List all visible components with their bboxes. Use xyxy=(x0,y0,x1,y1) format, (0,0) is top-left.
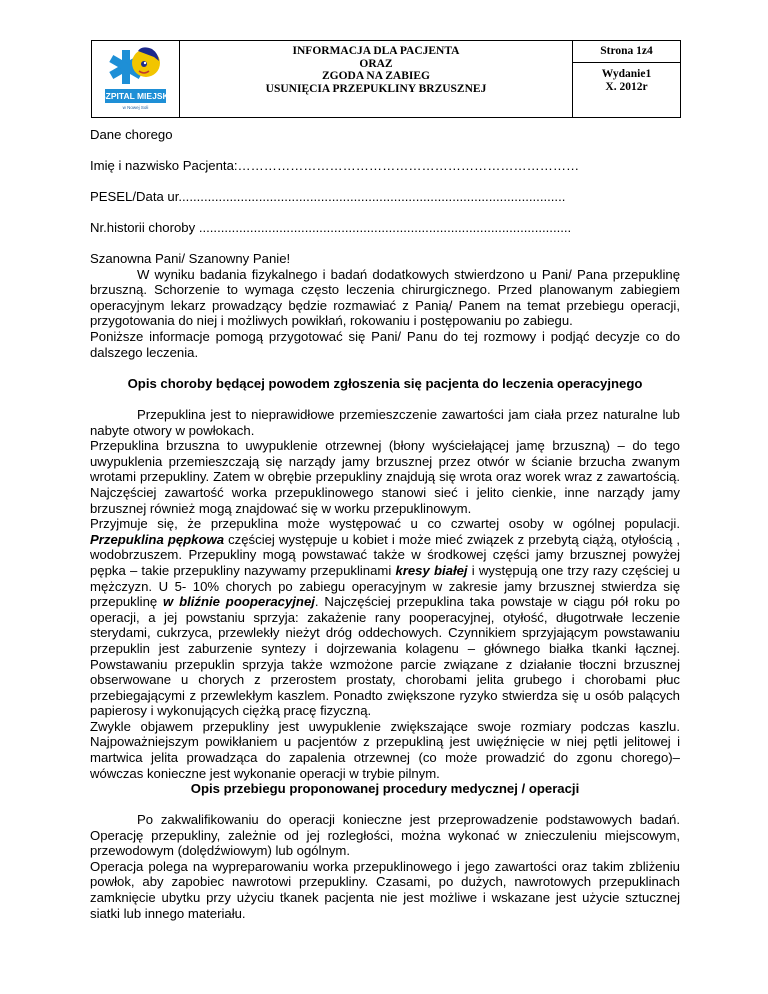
text-run: i występują one trzy razy częściej u mężczyzn. U 5- 10% chorych po zabiegu operacyjnym w zakresie jamy brzusznej stwierdza się przepuklinę xyxy=(90,562,681,610)
document-title xyxy=(180,41,573,118)
greeting: Szanowna Pani/ Szanowny Panie! xyxy=(90,251,291,266)
medical-history-field: Nr.historii choroby ...................................................................................................... xyxy=(90,220,572,235)
intro-paragraph-2: Poniższe informacje pomogą przygotować się Pani/ Panu do tej rozmowy i podjąć decyzje co do dalszego leczenia. xyxy=(90,328,680,360)
intro-section xyxy=(90,251,680,360)
emphasis-incisional-hernia: w bliźnie pooperacyjnej xyxy=(163,594,315,610)
section-1-paragraph-2: Przepuklina brzuszna to uwypuklenie otrzewnej (błony wyściełającej jamę brzuszną) – do tego uwypuklenia przemieszczają się narządy jamy brzusznej przez otwór w ścianie brzucha zwanym wrotami przepukliny. Zatem w obrębie przepukliny znajdują się wrota oraz worek wraz z zawartością. Najczęściej zawartość worka przepuklinowego stanowi sieć i jelito cienkie, inne narządy jamy brzusznej również mogą znajdować się w worku przepuklinowym. xyxy=(90,438,680,516)
title-line-4: USUNIĘCIA PRZEPUKLINY BRZUSZNEJ xyxy=(265,82,487,95)
text-run: Przyjmuje się, że przepuklina może występować u co czwartej osoby w ogólnej populacji. xyxy=(90,516,680,532)
document-info-cell xyxy=(573,41,681,118)
edition-date: X. 2012r xyxy=(605,81,648,93)
logo-subtext: w Nowej Soli xyxy=(122,105,149,110)
section-1-body xyxy=(90,407,680,781)
section-2-paragraph-1: Po zakwalifikowaniu do operacji konieczne jest przeprowadzenie podstawowych badań. Operację przepukliny, zależnie od jej rozległości, można wykonać w znieczuleniu miejscowym, przewodowym (dolędźwiowym) lub ogólnym. xyxy=(90,812,680,859)
patient-data-heading: Dane chorego xyxy=(90,127,173,142)
section-1-heading: Opis choroby będącej powodem zgłoszenia się pacjenta do leczenia operacyjnego xyxy=(127,376,643,391)
patient-name-field: Imię i nazwisko Pacjenta:…………………………………………………………………… xyxy=(90,158,580,173)
intro-paragraph-1: W wyniku badania fizykalnego i badań dodatkowych stwierdzono u Pani/ Pana przepuklinę brzuszną. Schorzenie to wymaga często leczenia chirurgicznego. Przed planowanym zabiegiem operacyjnym lekarz prowadzący będzie rozmawiać z Panią/ Panem na temat przebiegu operacji, przygotowania do niej i możliwych powikłań, rokowaniu i postępowaniu po zabiegu. xyxy=(90,266,680,329)
emphasis-linea-alba: kresy białej xyxy=(395,562,468,578)
edition-label: Wydanie1 xyxy=(601,68,652,80)
section-1-paragraph-1: Przepuklina jest to nieprawidłowe przemieszczenie zawartości jam ciała przez naturalne lub nabyte otwory w powłokach. xyxy=(90,407,680,438)
section-2-body xyxy=(90,812,680,921)
emphasis-umbilical-hernia: Przepuklina pępkowa xyxy=(90,531,225,547)
pesel-field: PESEL/Data ur.......................................................................................................... xyxy=(90,189,566,204)
hospital-logo-icon xyxy=(92,41,179,112)
section-1-paragraph-4: Zwykle objawem przepukliny jest uwypuklenie zwiększające swoje rozmiary podczas kaszlu. Najpoważniejszym powikłaniem u pacjentów z przepukliną jest uwięźnięcie w niej pętli jelitowej i martwica jelita prowadząca do zapalenia otrzewnej (co może prowadzić do zgonu chorego)– wówczas konieczne jest wykonanie operacji w trybie pilnym. xyxy=(90,718,680,781)
hospital-logo-cell xyxy=(92,41,180,118)
text-run: . Najczęściej przepuklina taka powstaje w ciągu pół roku po operacji, a jej powstaniu sprzyja: zakażenie rany pooperacyjnej, otyłość, długotrwałe leczenie sterydami, cukrzyca, przewlekły nieżyt dróg oddechowych. Czynnikiem sprzyjającym powstawaniu przepuklin jest zaburzenie syntezy i dojrzewania kolagenu – głównego białka tkanki łącznej. Powstawaniu przepuklin sprzyja także wzmożone parcie związane z działanie tłoczni brzusznej obserwowane u chorych z przerostem prostaty, chorobami jelita grubego i chorobami płuc przebiegającymi z przewlekłym kaszlem. Ponadto zwiększone ryzyko stwierdza się u osób palących papierosy i wykonujących ciężką pracę fizyczną. xyxy=(90,594,680,719)
title-line-1: INFORMACJA DLA PACJENTA xyxy=(292,45,460,57)
title-line-2: ORAZ xyxy=(359,57,393,70)
document-header xyxy=(91,40,681,118)
section-1-paragraph-3 xyxy=(90,516,680,719)
edition-info xyxy=(573,63,680,94)
section-2-paragraph-2: Operacja polega na wypreparowaniu worka przepuklinowego i jego zawartości oraz takim zbliżeniu powłok, aby zapobiec nawrotowi przepukliny. Czasami, po dużych, nawrotowych przepuklinach zamknięcie ubytku przy użyciu tkanek pacjenta nie jest możliwe i wskazane jest użycie sztucznej siatki lub innego materiału. xyxy=(90,858,680,921)
title-line-3: ZGODA NA ZABIEG xyxy=(322,70,430,83)
section-2-heading: Opis przebiegu proponowanej procedury medycznej / operacji xyxy=(190,781,580,796)
page-number: Strona 1z4 xyxy=(573,41,680,63)
text-run: częściej występuje u kobiet i może mieć związek z przebytą ciążą, otyłością , wodobrzuszem. Przepukliny mogą powstawać także w środkowej części jamy brzusznej powyżej pępka – takie przepukliny nazywamy przepuklinami xyxy=(90,531,680,578)
logo-text: SZPITAL MIEJSKI xyxy=(99,91,172,101)
